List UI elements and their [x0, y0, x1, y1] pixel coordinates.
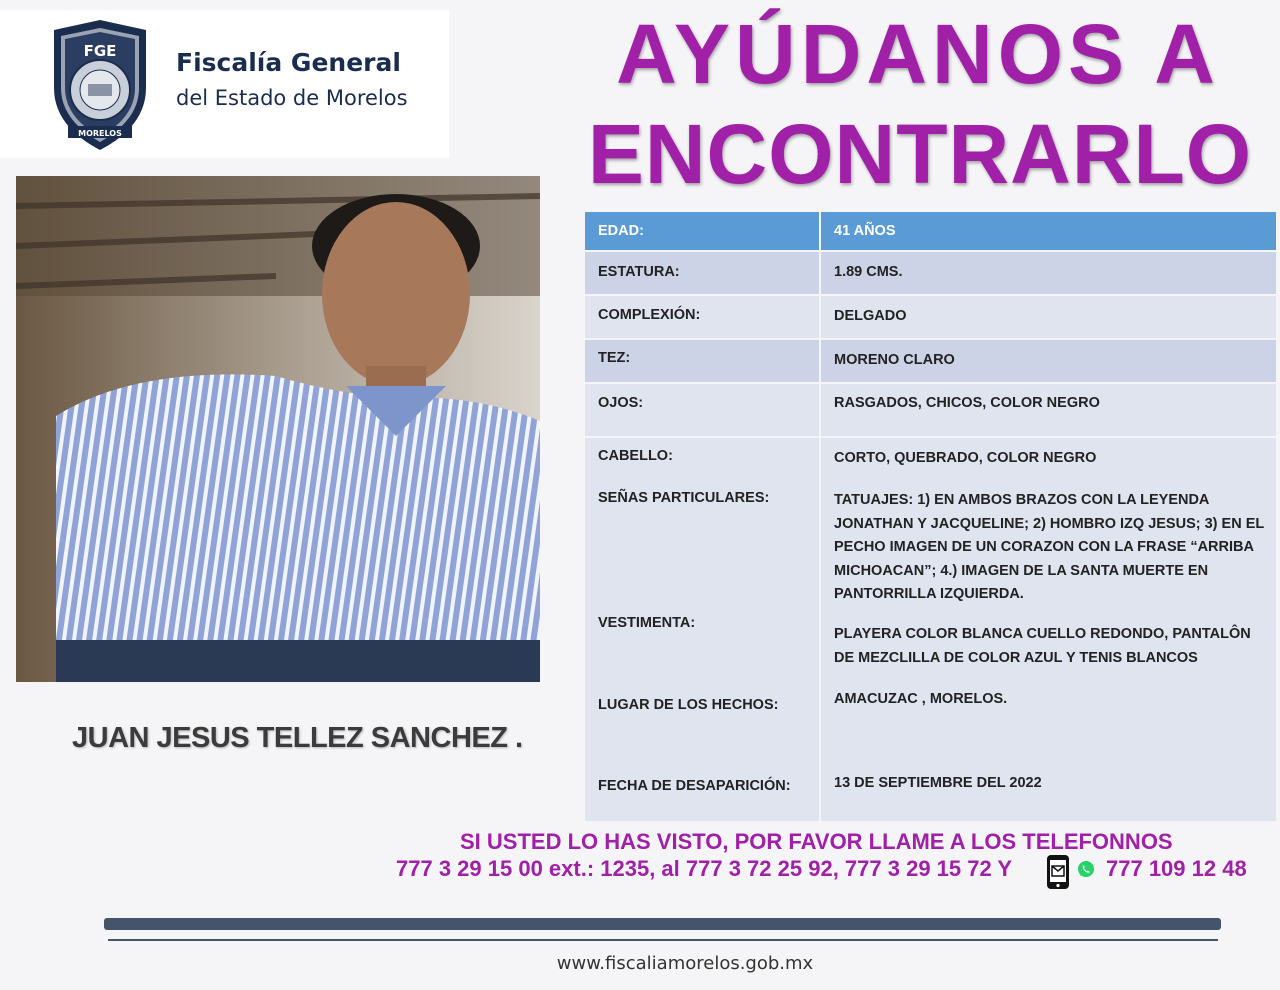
table-row-ojos	[585, 384, 1276, 436]
cabello-label: CABELLO:	[598, 448, 673, 464]
cabello-value: CORTO, QUEBRADO, COLOR NEGRO	[834, 450, 1097, 466]
table-row-tez	[585, 340, 1276, 382]
senas-label: SEÑAS PARTICULARES:	[598, 490, 770, 506]
ojos-label: OJOS:	[598, 395, 644, 411]
logo-block	[0, 10, 449, 158]
whatsapp-icon	[1077, 860, 1095, 878]
headline-line-1: AYÚDANOS A	[616, 7, 1220, 101]
table-row-estatura	[585, 252, 1276, 294]
senas-value: TATUAJES: 1) EN AMBOS BRAZOS CON LA LEYENDA JONATHAN Y JACQUELINE; 2) HOMBRO IZQ JESUS; 3) EN EL PECHO IMAGEN DE UN CORAZON CON LA FRASE “ARRIBA MICHOACAN”; 4.) IMAGEN DE LA SANTA MUERTE EN PANTORRILLA IZQUIERDA.	[834, 492, 1264, 602]
vestimenta-label: VESTIMENTA:	[598, 615, 696, 631]
edad-value: 41 AÑOS	[834, 223, 896, 239]
whatsapp-number: 777 109 12 48	[1106, 856, 1247, 881]
badge-top-text: FGE	[83, 42, 117, 60]
badge-bottom-text: MORELOS	[78, 129, 122, 138]
fge-shield-icon	[48, 18, 152, 152]
complexion-label: COMPLEXIÓN:	[598, 307, 701, 323]
fecha-value: 13 DE SEPTIEMBRE DEL 2022	[834, 775, 1042, 791]
org-name: Fiscalía General	[176, 48, 401, 77]
table-row-edad	[585, 212, 1276, 250]
edad-label: EDAD:	[598, 223, 644, 239]
person-name: JUAN JESUS TELLEZ SANCHEZ .	[72, 722, 523, 754]
call-to-action-line-1: SI USTED LO HAS VISTO, POR FAVOR LLAME A LOS TELEFONNOS	[460, 829, 1173, 854]
table-row-complexion	[585, 296, 1276, 338]
headline-line-2: ENCONTRARLO	[587, 107, 1253, 201]
lugar-value: AMACUZAC , MORELOS.	[834, 691, 1008, 707]
call-to-action-line-2: 777 3 29 15 00 ext.: 1235, al 777 3 72 25 92, 777 3 29 15 72 Y	[396, 856, 1013, 881]
tez-value: MORENO CLARO	[834, 352, 955, 368]
tez-label: TEZ:	[598, 350, 631, 366]
org-subtitle: del Estado de Morelos	[176, 86, 408, 110]
lugar-label: LUGAR DE LOS HECHOS:	[598, 697, 779, 713]
footer-thick-divider	[104, 918, 1221, 930]
missing-person-photo	[16, 176, 540, 682]
table-details-block	[585, 438, 1276, 821]
fecha-label: FECHA DE DESAPARICIÓN:	[598, 778, 791, 794]
vestimenta-value: PLAYERA COLOR BLANCA CUELLO REDONDO, PANTALÔN DE MEZCLILLA DE COLOR AZUL Y TENIS BLANCOS	[834, 626, 1251, 666]
website-link[interactable]: www.fiscaliamorelos.gob.mx	[556, 953, 814, 974]
estatura-value: 1.89 CMS.	[834, 264, 903, 280]
footer-thin-divider	[108, 939, 1218, 941]
ojos-value: RASGADOS, CHICOS, COLOR NEGRO	[834, 395, 1100, 411]
estatura-label: ESTATURA:	[598, 264, 680, 280]
mobile-phone-icon	[1046, 854, 1070, 890]
complexion-value: DELGADO	[834, 308, 907, 324]
